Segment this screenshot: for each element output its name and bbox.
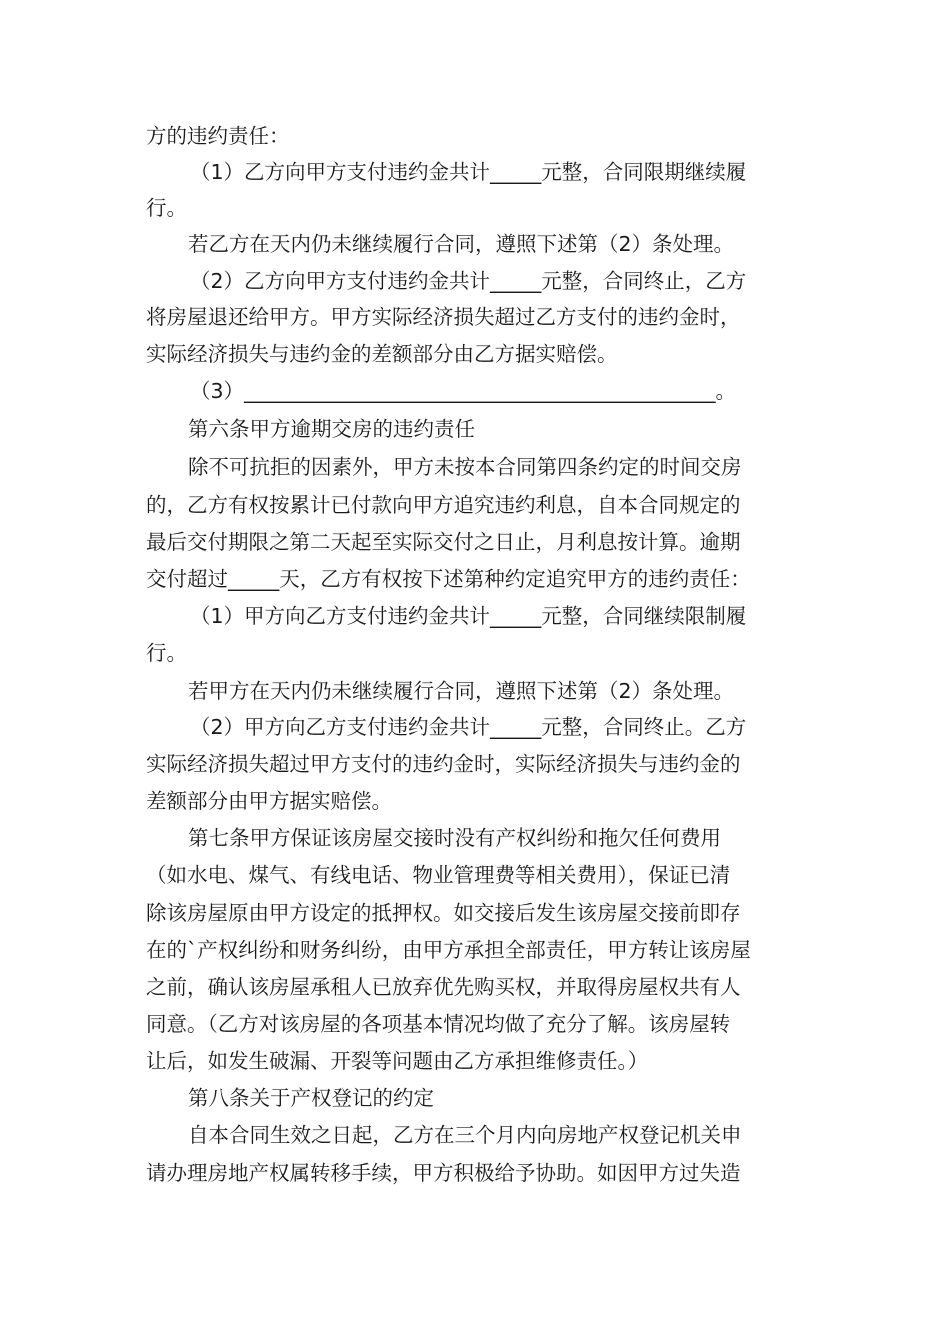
text-line: 差额部分由甲方据实赔偿。 — [146, 789, 392, 813]
text-line: 之前，确认该房屋承租人已放弃优先购买权，并取得房屋权共有人 — [146, 975, 741, 999]
text-line: 的，乙方有权按累计已付款向甲方追究违约利息，自本合同规定的 — [146, 493, 741, 517]
text-line: 同意。（乙方对该房屋的各项基本情况均做了充分了解。该房屋转 — [146, 1012, 731, 1036]
section-heading: 第八条关于产权登记的约定 — [188, 1086, 434, 1110]
text-line: （3）______________________________________________。 — [190, 379, 737, 403]
text-line: （2）乙方向甲方支付违约金共计_____元整，合同终止，乙方 — [190, 269, 747, 293]
text-line: 交付超过_____天，乙方有权按下述第种约定追究甲方的违约责任： — [146, 567, 751, 591]
text-line: 自本合同生效之日起，乙方在三个月内向房地产权登记机关申 — [188, 1123, 742, 1147]
text-line: 让后，如发生破漏、开裂等问题由乙方承担维修责任。） — [146, 1049, 649, 1073]
text-line: 若乙方在天内仍未继续履行合同，遵照下述第（2）条处理。 — [188, 232, 735, 256]
section-heading: 第七条甲方保证该房屋交接时没有产权纠纷和拖欠任何费用 — [188, 826, 721, 850]
text-line: 若甲方在天内仍未继续履行合同，遵照下述第（2）条处理。 — [188, 679, 735, 703]
text-line: 将房屋退还给甲方。甲方实际经济损失超过乙方支付的违约金时， — [146, 305, 741, 329]
section-heading: 第六条甲方逾期交房的违约责任 — [188, 417, 475, 441]
text-line: 行。 — [146, 641, 187, 665]
text-line: 请办理房地产权属转移手续，甲方积极给予协助。如因甲方过失造 — [146, 1161, 741, 1185]
text-line: 除该房屋原由甲方设定的抵押权。如交接后发生该房屋交接前即存 — [146, 901, 741, 925]
text-line: （如水电、煤气、有线电话、物业管理费等相关费用），保证已清 — [146, 863, 731, 887]
text-line: 实际经济损失与违约金的差额部分由乙方据实赔偿。 — [146, 342, 618, 366]
text-line: （1）乙方向甲方支付违约金共计_____元整，合同限期继续履 — [190, 160, 747, 184]
text-line: 行。 — [146, 196, 187, 220]
text-line: 最后交付期限之第二天起至实际交付之日止，月利息按计算。逾期 — [146, 530, 741, 554]
text-line: 除不可抗拒的因素外，甲方未按本合同第四条约定的时间交房 — [188, 455, 742, 479]
text-line: 在的`产权纠纷和财务纠纷，由甲方承担全部责任，甲方转让该房屋 — [146, 938, 751, 962]
text-line: （2）甲方向乙方支付违约金共计_____元整，合同终止。乙方 — [190, 715, 747, 739]
text-line: （1）甲方向乙方支付违约金共计_____元整，合同继续限制履 — [190, 604, 747, 628]
text-line: 实际经济损失超过甲方支付的违约金时，实际经济损失与违约金的 — [146, 752, 741, 776]
text-line: 方的违约责任： — [146, 124, 290, 148]
